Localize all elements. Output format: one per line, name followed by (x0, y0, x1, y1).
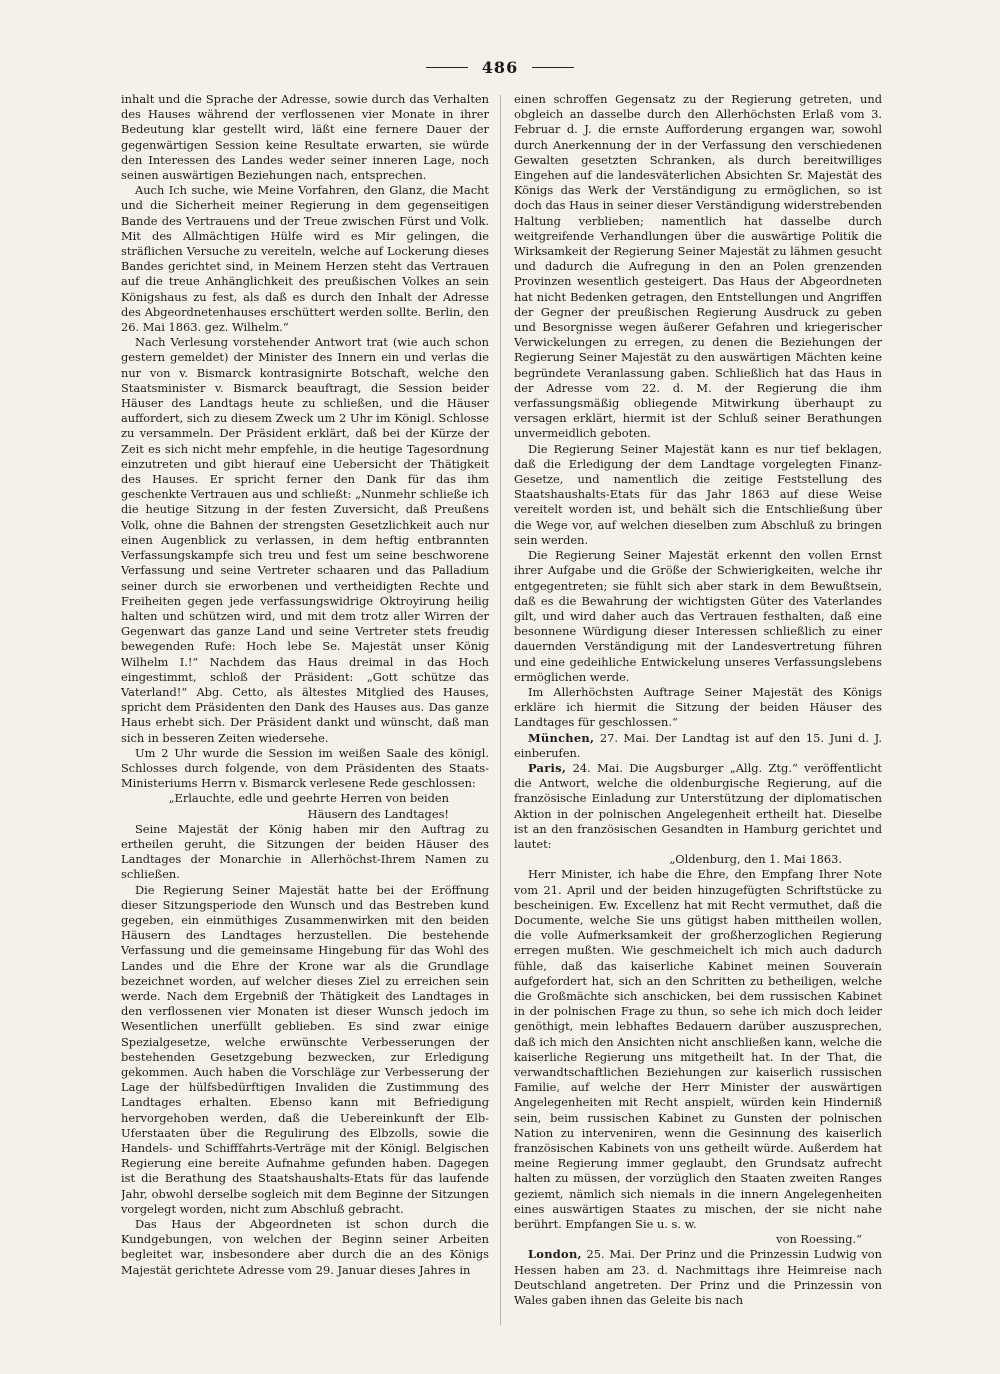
news-item-london (514, 1247, 882, 1308)
news-text-london: 25. Mai. Der Prinz und die Prinzessin Ludwig von Hessen haben am 23. d. Nachmittags ihre Heimreise nach Deutschland angetreten. Der Prinz und die Prinzessin von Wales gaben ihnen das Geleite bis nach (514, 1247, 882, 1308)
header-rule-left (426, 67, 468, 68)
paragraph: Das Haus der Abgeordneten ist schon durch die Kundgebungen, von welchen der Beginn seiner Arbeiten begleitet war, insbesondere aber durch die an des Königs Majestät gerichtete Adresse vom 29. Januar dieses Jahres in (121, 1217, 489, 1277)
letter-dateline: „Oldenburg, den 1. Mai 1863. (669, 852, 842, 867)
letter-signature: von Roessing.“ (776, 1232, 862, 1247)
header-rule-right (532, 67, 574, 68)
paragraph: Die Regierung Seiner Majestät hatte bei der Eröffnung dieser Sitzungsperiode den Wunsch und das Bestreben kund gegeben, ein einmüthiges Zusammenwirken mit den beiden Häusern des Landtages herzustellen. Die bestehende Verfassung und die gemeinsame Hingebung für das Wohl des Landes und die Ehre der Krone war als die Grundlage bezeichnet worden, auf welcher dieses Ziel zu erreichen sein werde. Nach dem Ergebniß der Thätigkeit des Landtages in den verflossenen vier Monaten ist dieser Wunsch jedoch im Wesentlichen unerfüllt geblieben. Es sind zwar einige Spezialgesetze, welche erwünschte Verbesserungen der bestehenden Gesetzgebung bezwecken, zur Erledigung gekommen. Auch haben die Vorschläge zur Verbesserung der Lage der hülfsbedürftigen Invaliden die Zustimmung des Landtages erhalten. Ebenso kann mit Befriedigung hervorgehoben werden, daß die Uebereinkunft der Elb-Uferstaaten über die Regulirung des Elbzolls, sowie die Handels- und Schifffahrts-Verträge mit der Königl. Belgischen Regierung eine bereite Aufnahme gefunden haben. Dagegen ist die Berathung des Staatshaushalts-Etats für das laufende Jahr, obwohl derselbe sogleich mit dem Beginne der Sitzungen vorgelegt worden, nicht zum Abschluß gebracht. (121, 882, 489, 1216)
paragraph: Nach Verlesung vorstehender Antwort trat (wie auch schon gestern gemeldet) der Minister des Innern ein und verlas die nur von v. Bismarck kontrasignirte Botschaft, welche den Staatsminister v. Bismarck beauftragt, die Session beider Häuser des Landtags heute zu schließen, und die Häuser auffordert, sich zu diesem Zweck um 2 Uhr im Königl. Schlosse zu versammeln. Der Präsident erklärt, daß bei der Kürze der Zeit es sich nicht mehr empfehle, in die heutige Tagesordnung einzutreten und gibt hierauf eine Uebersicht der Thätigkeit des Hauses. Er spricht ferner den Dank für das ihm geschenkte Vertrauen aus und schließt: „Nunmehr schließe ich die heutige Sitzung in der festen Zuversicht, daß Preußens Volk, ohne die Bahnen der strengsten Gesetzlichkeit auch nur einen Augenblick zu verlassen, in dem heftig entbrannten Verfassungskampfe sich treu und fest um seine beschworene Verfassung und seine Vertreter schaaren und das Palladium seiner durch sie erworbenen und vertheidigten Rechte und Freiheiten gegen jede verfassungswidrige Oktroyirung heilig halten und schützen wird, und mit dem trotz aller Wirren der Gegenwart das ganze Land und seine Vertreter stets freudig bewegenden Rufe: Hoch lebe Se. Majestät unser König Wilhelm I.!“ Nachdem das Haus dreimal in das Hoch eingestimmt, schloß der Präsident: „Gott schütze das Vaterland!“ Abg. Cetto, als ältestes Mitglied des Hauses, spricht dem Präsidenten den Dank des Hauses aus. Das ganze Haus erhebt sich. Der Präsident dankt und wünscht, daß man sich in besseren Zeiten wiedersehe. (121, 335, 489, 745)
paragraph: Um 2 Uhr wurde die Session im weißen Saale des königl. Schlosses durch folgende, von dem Präsidenten des Staats-Ministeriums Herrn v. Bismarck verlesene Rede geschlossen: (121, 745, 489, 791)
right-column (514, 92, 882, 1342)
news-text-munich: 27. Mai. Der Landtag ist auf den 15. Juni d. J. einberufen. (514, 730, 882, 760)
dateline-london: London, (528, 1247, 582, 1262)
salutation: „Erlauchte, edle und geehrte Herren von beiden Häusern des Landtages! (168, 791, 449, 821)
left-column (121, 92, 489, 1342)
dateline-paris: Paris, (528, 760, 567, 775)
dateline-munich: München, (528, 730, 595, 745)
page-number: 486 (481, 58, 519, 77)
paragraph: Auch Ich suche, wie Meine Vorfahren, den Glanz, die Macht und die Sicherheit meiner Regierung in dem gegenseitigen Bande des Vertrauens und der Treue zwischen Fürst und Volk. Mit des Allmächtigen Hülfe wird es Mir gelingen, die sträflichen Versuche zu vereiteln, welche auf Lockerung dieses Bandes gerichtet sind, in Meinem Herzen steht das Vertrauen auf die treue Anhänglichkeit des preußischen Volkes an sein Königshaus zu fest, als daß es durch den Inhalt der Adresse des Abgeordnetenhauses erschüttert werden sollte. Berlin, den 26. Mai 1863. gez. Wilhelm.“ (121, 183, 489, 335)
paragraph: Im Allerhöchsten Auftrage Seiner Majestät des Königs erkläre ich hiermit die Sitzung der beiden Häuser des Landtages für geschlossen.“ (514, 684, 882, 730)
column-divider (500, 95, 501, 1325)
paragraph: einen schroffen Gegensatz zu der Regierung getreten, und obgleich an dasselbe durch den Allerhöchsten Erlaß vom 3. Februar d. J. die ernste Aufforderung ergangen war, sowohl durch Anerkennung der in der Verfassung den verschiedenen Gewalten gesetzten Schranken, als durch bereitwilliges Eingehen auf die landesväterlichen Absichten Sr. Majestät des Königs das Werk der Verständigung zu ermöglichen, so ist doch das Haus in seiner dieser Verständigung widerstrebenden Haltung verblieben; namentlich hat dasselbe durch weitgreifende Verhandlungen über die auswärtige Politik die Wirksamkeit der Regierung Seiner Majestät zu lähmen gesucht und dadurch die Aufregung in den an Polen grenzenden Provinzen wesentlich gesteigert. Das Haus der Abgeordneten hat nicht Bedenken getragen, den Entstellungen und Angriffen der Gegner der preußischen Regierung Ausdruck zu geben und Besorgnisse wegen äußerer Gefahren und kriegerischer Verwickelungen zu erregen, zu denen die Beziehungen der Regierung Seiner Majestät zu den auswärtigen Mächten keine begründete Veranlassung gaben. Schließlich hat das Haus in der Adresse vom 22. d. M. der Regierung die ihm verfassungsmäßig obliegende Mitwirkung überhaupt zu versagen erklärt, hiermit ist der Schluß seiner Berathungen unvermeidlich geboten. (514, 92, 882, 441)
paragraph: Die Regierung Seiner Majestät kann es nur tief beklagen, daß die Erledigung der dem Landtage vorgelegten Finanz-Gesetze, und namentlich die zeitige Feststellung des Staatshaushalts-Etats für das Jahr 1863 auf diese Weise vereitelt worden ist, und behält sich die Entschließung über die Wege vor, auf welchen dieselben zum Abschluß zu bringen sein werden. (514, 441, 882, 547)
paragraph: Seine Majestät der König haben mir den Auftrag zu ertheilen geruht, die Sitzungen der beiden Häuser des Landtages der Monarchie in Allerhöchst-Ihrem Namen zu schließen. (121, 821, 489, 882)
news-item-munich (514, 731, 882, 761)
letter-body: Herr Minister, ich habe die Ehre, den Empfang Ihrer Note vom 21. April und der beiden hinzugefügten Schriftstücke zu bescheinigen. Ew. Excellenz hat mit Recht vermuthet, daß die Documente, welche Sie uns gütigst haben mittheilen wollen, die volle Aufmerksamkeit der großherzoglichen Regierung erregen mußten. Wie geschmeichelt ich mich auch dadurch fühle, daß das kaiserliche Kabinet meinen Souverain aufgefordert hat, sich an den Schritten zu betheiligen, welche die Großmächte sich anschicken, bei dem russischen Kabinet in der polnischen Frage zu thun, so sehe ich mich doch leider genöthigt, mein lebhaftes Bedauern darüber auszusprechen, daß ich mich den Ansichten nicht anschließen kann, welche die kaiserliche Regierung uns mitgetheilt hat. In der That, die verwandtschaftlichen Beziehungen zur kaiserlich russischen Familie, auf welche der Herr Minister der auswärtigen Angelegenheiten mit Recht anspielt, würden kein Hinderniß sein, beim russischen Kabinet zu Gunsten der polnischen Nation zu interveniren, wenn die Gesinnung des kaiserlich französischen Kabinets von uns getheilt würde. Außerdem hat meine Regierung immer geglaubt, den Grundsatz aufrecht halten zu müssen, der vorzüglich den Staaten zweiten Ranges geziemt, nämlich sich niemals in die innern Angelegenheiten eines auswärtigen Staates zu mischen, der sie nicht nahe berührt. Empfangen Sie u. s. w. (514, 867, 882, 1232)
news-item-paris (514, 761, 882, 852)
news-text-paris: 24. Mai. Die Augsburger „Allg. Ztg.“ veröffentlicht die Antwort, welche die oldenburgische Regierung, auf die französische Einladung zur Unterstützung der diplomatischen Aktion in der polnischen Angelegenheit ertheilt hat. Dieselbe ist an den französischen Gesandten in Hamburg gerichtet und lautet: (514, 760, 882, 851)
page-header (0, 58, 1000, 77)
paragraph: inhalt und die Sprache der Adresse, sowie durch das Verhalten des Hauses während der verflossenen vier Monate in ihrer Bedeutung klar gestellt wird, läßt eine fernere Dauer der gegenwärtigen Session keine Resultate erwarten, sie würde den Interessen des Landes weder seiner inneren Lage, noch seinen auswärtigen Beziehungen nach, entsprechen. (121, 92, 489, 183)
paragraph: Die Regierung Seiner Majestät erkennt den vollen Ernst ihrer Aufgabe und die Größe der Schwierigkeiten, welche ihr entgegentreten; sie fühlt sich aber stark in dem Bewußtsein, daß es die Bewahrung der wichtigsten Güter des Vaterlandes gilt, und wird daher auch das Vertrauen festhalten, daß eine besonnene Würdigung dieser Interessen schließlich zu einer dauernden Verständigung mit der Landesvertretung führen und eine gedeihliche Entwickelung unseres Verfassungslebens ermöglichen werde. (514, 548, 882, 684)
